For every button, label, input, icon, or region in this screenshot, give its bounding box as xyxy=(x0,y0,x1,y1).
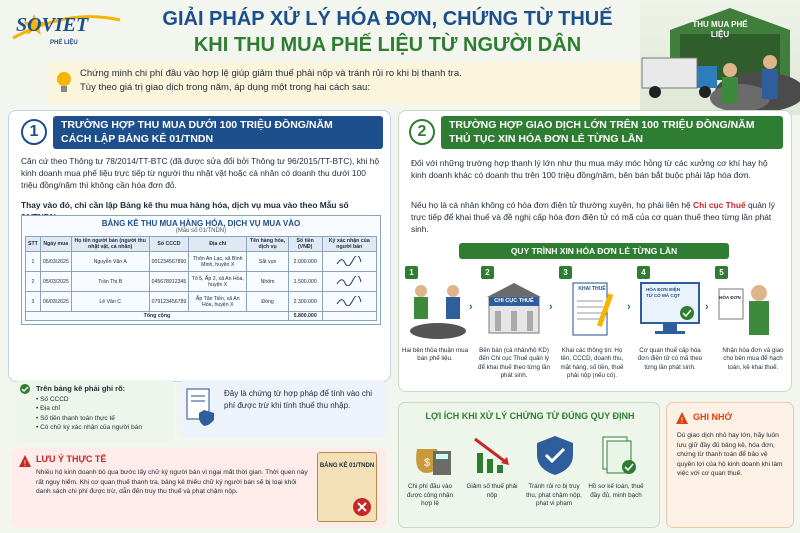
clipboard-label: BẢNG KÊ 01/TNDN xyxy=(319,463,375,469)
warehouse-truck-icon xyxy=(640,0,800,115)
check-icon xyxy=(20,384,30,394)
process-title: QUY TRÌNH XIN HÓA ĐƠN LẺ TỪNG LẦN xyxy=(459,243,729,259)
documents-check-icon xyxy=(595,433,639,477)
step-1-text: Hai bên thỏa thuận mua bán phế liệu. xyxy=(401,347,469,363)
cell: 06/03/2025 xyxy=(40,292,71,312)
svg-text:!: ! xyxy=(23,459,27,468)
cell: 2.300.000 xyxy=(288,292,322,312)
step-number: 2 xyxy=(481,266,494,279)
cell: Nhôm xyxy=(247,272,289,292)
benefit-3-text: Tránh rủi ro bị truy thu, phạt chậm nộp, phạt vi phạm xyxy=(526,483,582,507)
signature-cell xyxy=(322,272,377,292)
case-1-paragraph-1: Căn cứ theo Thông tư 78/2014/TT-BTC (đã được sửa đổi bởi Thông tư 96/2015/TT-BTC), khi hộ kinh doanh mua phế liệu trực tiếp từ người thu nhặt vật hoặc cá nhân có doanh thu dưới 100 triệu đồng/năm thì không cần hóa đơn đỏ. xyxy=(21,156,380,191)
person-invoice-icon xyxy=(715,279,781,341)
case-2-paragraph-1: Đối với những trường hợp thanh lý lớn như thu mua máy móc hỏng từ các xưởng cơ khí hay hộ kinh doanh khác có doanh thu trên 100 triệu đồng/năm, bên bán bắt buộc phải lập hóa đơn. xyxy=(411,158,768,181)
page-title xyxy=(135,6,640,58)
col-header: Số tiền (VNĐ) xyxy=(288,237,322,252)
step-number: 5 xyxy=(715,266,728,279)
legal-text: Đây là chứng từ hợp pháp để tính vào chi phí được trừ khi tính thuế thu nhập. xyxy=(224,389,373,410)
cell: 1 xyxy=(26,252,41,272)
tip-text: Dù giao dịch nhỏ hay lớn, hãy luôn lưu giữ đầy đủ bảng kê, hóa đơn, chứng từ thanh toán để bảo vệ quyền lợi của hộ kinh doanh khi làm việc với cơ quan thuế. xyxy=(677,432,783,478)
benefit-1-text: Chi phí đầu vào được công nhận hợp lệ xyxy=(406,483,454,507)
clipboard-icon xyxy=(317,452,377,522)
lightbulb-icon xyxy=(54,70,74,96)
signature-icon xyxy=(336,276,362,286)
table-row xyxy=(26,272,377,292)
cell: 2 xyxy=(26,272,41,292)
shield-check-icon xyxy=(533,433,577,477)
document-shield-icon xyxy=(186,388,216,428)
arrow-icon: › xyxy=(469,301,473,313)
col-header: Ngày mua xyxy=(40,237,71,252)
step-2-text: Bên bán (cá nhân/hộ KD) đến Chi cục Thuế quản lý để khai thuế theo từng lần phát sinh. xyxy=(478,347,550,380)
table xyxy=(25,236,377,321)
col-header: Ký xác nhận của người bán xyxy=(322,237,377,252)
warning-icon xyxy=(675,411,689,425)
handshake-icon xyxy=(405,279,471,341)
purchase-list-table xyxy=(21,215,381,325)
cell: Lê Văn C xyxy=(71,292,149,312)
case-2-paragraph-2: Nếu họ là cá nhân không có hóa đơn điện tử thường xuyên, họ phải liên hệ Chi cục Thuế quản lý trực tiếp để khai thuế và đề nghị cấp hóa đơn điện tử có mã của cơ quan thuế theo từng lần phát sinh. xyxy=(411,200,775,235)
step-number: 3 xyxy=(559,266,572,279)
benefits-title: LỢI ÍCH KHI XỬ LÝ CHỨNG TỪ ĐÚNG QUY ĐỊNH xyxy=(425,411,635,421)
cell: Sắt vụn xyxy=(247,252,289,272)
signature-cell xyxy=(322,252,377,272)
col-header: STT xyxy=(26,237,41,252)
cell: 05/03/2025 xyxy=(40,252,71,272)
benefit-2-text: Giảm số thuế phải nộp xyxy=(466,483,518,499)
case-2-card xyxy=(398,110,792,392)
case-1-card xyxy=(8,110,391,382)
cell: Tổ 5, Ấp 2, xã An Hòa, huyện X xyxy=(189,272,247,292)
arrow-icon: › xyxy=(549,301,553,313)
benefits-box xyxy=(398,402,660,528)
list-item: • Số tiền thanh toán thực tế xyxy=(36,414,115,422)
legal-box xyxy=(180,380,385,438)
cell: Thôn An Lạc, xã Bình Minh, huyện X xyxy=(189,252,247,272)
svg-text:$: $ xyxy=(423,457,431,469)
table-subtitle: (Mẫu số 01/TNDN) xyxy=(175,228,227,234)
intro-line-1: Chứng minh chi phí đầu vào hợp lệ giúp giảm thuế phải nộp và tránh rủi ro khi bị thanh tra. xyxy=(80,68,462,79)
cell: Ấp Tân Tiến, xã An Hòa, huyện X xyxy=(189,292,247,312)
warning-box xyxy=(12,448,387,528)
list-item: • Có chữ ký xác nhận của người bán xyxy=(36,424,142,432)
notes-title: Trên bảng kê phải ghi rõ: xyxy=(36,384,126,393)
cell: 05/03/2025 xyxy=(40,272,71,292)
table-total-row xyxy=(26,312,377,321)
cell: 001234567890 xyxy=(149,252,189,272)
signature-cell xyxy=(322,292,377,312)
col-header: Họ tên người bán (người thu nhặt vật, cá nhân) xyxy=(71,237,149,252)
case-2-title-line-1: TRƯỜNG HỢP GIAO DỊCH LỚN TRÊN 100 TRIỆU ĐỒNG/NĂM xyxy=(449,119,755,131)
warning-icon xyxy=(18,454,32,468)
title-line-1: GIẢI PHÁP XỬ LÝ HÓA ĐƠN, CHỨNG TỪ THUẾ xyxy=(162,8,613,30)
total-label: Tổng cộng xyxy=(26,312,289,321)
logo-brand: SOVIET xyxy=(16,14,89,36)
scrap-yard-illustration xyxy=(640,0,800,115)
warning-title: LƯU Ý THỰC TẾ xyxy=(36,454,107,464)
money-calculator-icon xyxy=(409,433,453,477)
tip-title: GHI NHỚ xyxy=(693,412,733,422)
benefit-4-text: Hồ sơ kế toán, thuế đầy đủ, minh bạch xyxy=(588,483,644,499)
case-2-title xyxy=(441,116,783,149)
table-title: BẢNG KÊ THU MUA HÀNG HÓA, DỊCH VỤ MUA VÀO xyxy=(101,219,301,228)
notes-box xyxy=(16,380,174,442)
invoice-label: HÓA ĐƠN xyxy=(719,295,741,300)
table-header-row xyxy=(26,237,377,252)
signature-icon xyxy=(336,296,362,306)
cell: Đồng xyxy=(247,292,289,312)
logo xyxy=(6,4,126,52)
list-item: • Địa chỉ xyxy=(36,405,60,413)
cell: 1.500.000 xyxy=(288,272,322,292)
cell: 3 xyxy=(26,292,41,312)
case-1-title xyxy=(53,116,383,149)
step-number: 4 xyxy=(637,266,650,279)
tax-office-highlight: Chi cục Thuế xyxy=(693,200,746,210)
cell: Nguyễn Văn A xyxy=(71,252,149,272)
case-2-number: 2 xyxy=(409,119,435,145)
tip-box xyxy=(666,402,794,528)
col-header: Địa chỉ xyxy=(189,237,247,252)
cell: 045678912345 xyxy=(149,272,189,292)
signature-icon xyxy=(336,256,362,266)
col-header: Tên hàng hóa, dịch vụ xyxy=(247,237,289,252)
step-3-text: Khai các thông tin: Họ tên, CCCD, doanh thu, mặt hàng, số tiền, thuế phải nộp (nếu có). xyxy=(560,347,624,380)
arrow-icon: › xyxy=(705,301,709,313)
table-row xyxy=(26,252,377,272)
cell: 2.000.000 xyxy=(288,252,322,272)
step-5-text: Nhận hóa đơn và giao cho bên mua để hạch toán, kê khai thuế. xyxy=(722,347,784,371)
col-header: Số CCCD xyxy=(149,237,189,252)
intro-line-2: Tùy theo giá trị giao dịch trong năm, áp dụng một trong hai cách sau: xyxy=(80,81,370,93)
cell xyxy=(322,312,377,321)
cell: Trần Thị B xyxy=(71,272,149,292)
decrease-chart-icon xyxy=(471,433,515,477)
logo-sub: PHẾ LIỆU xyxy=(50,40,78,46)
case-1-number: 1 xyxy=(21,119,47,145)
warning-text: Nhiều hộ kinh doanh bỏ qua bước lấy chữ ký người bán vì ngại mất thời gian. Thời quen này rất nguy hiểm. Khi cơ quan thuế thanh tra, bảng kê thiếu chữ ký người bán sẽ bị loại khỏi danh sách chi phí được trừ, dẫn đến truy thu thuế và phạt chậm nộp. xyxy=(36,469,308,496)
tax-office-building-icon xyxy=(481,279,547,341)
warehouse-sign: THU MUA PHẾ LIỆU xyxy=(692,20,748,39)
title-line-2: KHI THU MUA PHẾ LIỆU TỪ NGƯỜI DÂN xyxy=(193,34,582,56)
reject-icon xyxy=(352,497,372,517)
step-4-text: Cơ quan thuế cấp hóa đơn điện tử có mã theo từng lần phát sinh. xyxy=(637,347,703,371)
list-item: • Số CCCD xyxy=(36,396,69,403)
svg-text:!: ! xyxy=(680,416,684,425)
cell: 079123456789 xyxy=(149,292,189,312)
intro-box xyxy=(50,62,640,104)
case-1-title-line-1: TRƯỜNG HỢP THU MUA DƯỚI 100 TRIỆU ĐỒNG/NĂM xyxy=(61,119,333,131)
table-row xyxy=(26,292,377,312)
case-2-title-line-2: THỦ TỤC XIN HÓA ĐƠN LẺ TỪNG LẦN xyxy=(449,132,644,145)
case-1-title-line-2: CÁCH LẬP BẢNG KÊ 01/TNDN xyxy=(61,132,214,145)
total-value: 5.800.000 xyxy=(288,312,322,321)
form-label: KHAI THUẾ xyxy=(578,286,606,292)
building-sign: CHI CỤC THUẾ xyxy=(494,298,534,304)
step-number: 1 xyxy=(405,266,418,279)
screen-label: HÓA ĐƠN ĐIỆN TỬ CÓ MÃ CQT xyxy=(645,287,681,298)
case-1-paragraph-2: Thay vào đó, chỉ cần lập Bảng kê thu mua hàng hóa, dịch vụ mua vào theo Mẫu số xyxy=(21,200,349,210)
arrow-icon: › xyxy=(627,301,631,313)
